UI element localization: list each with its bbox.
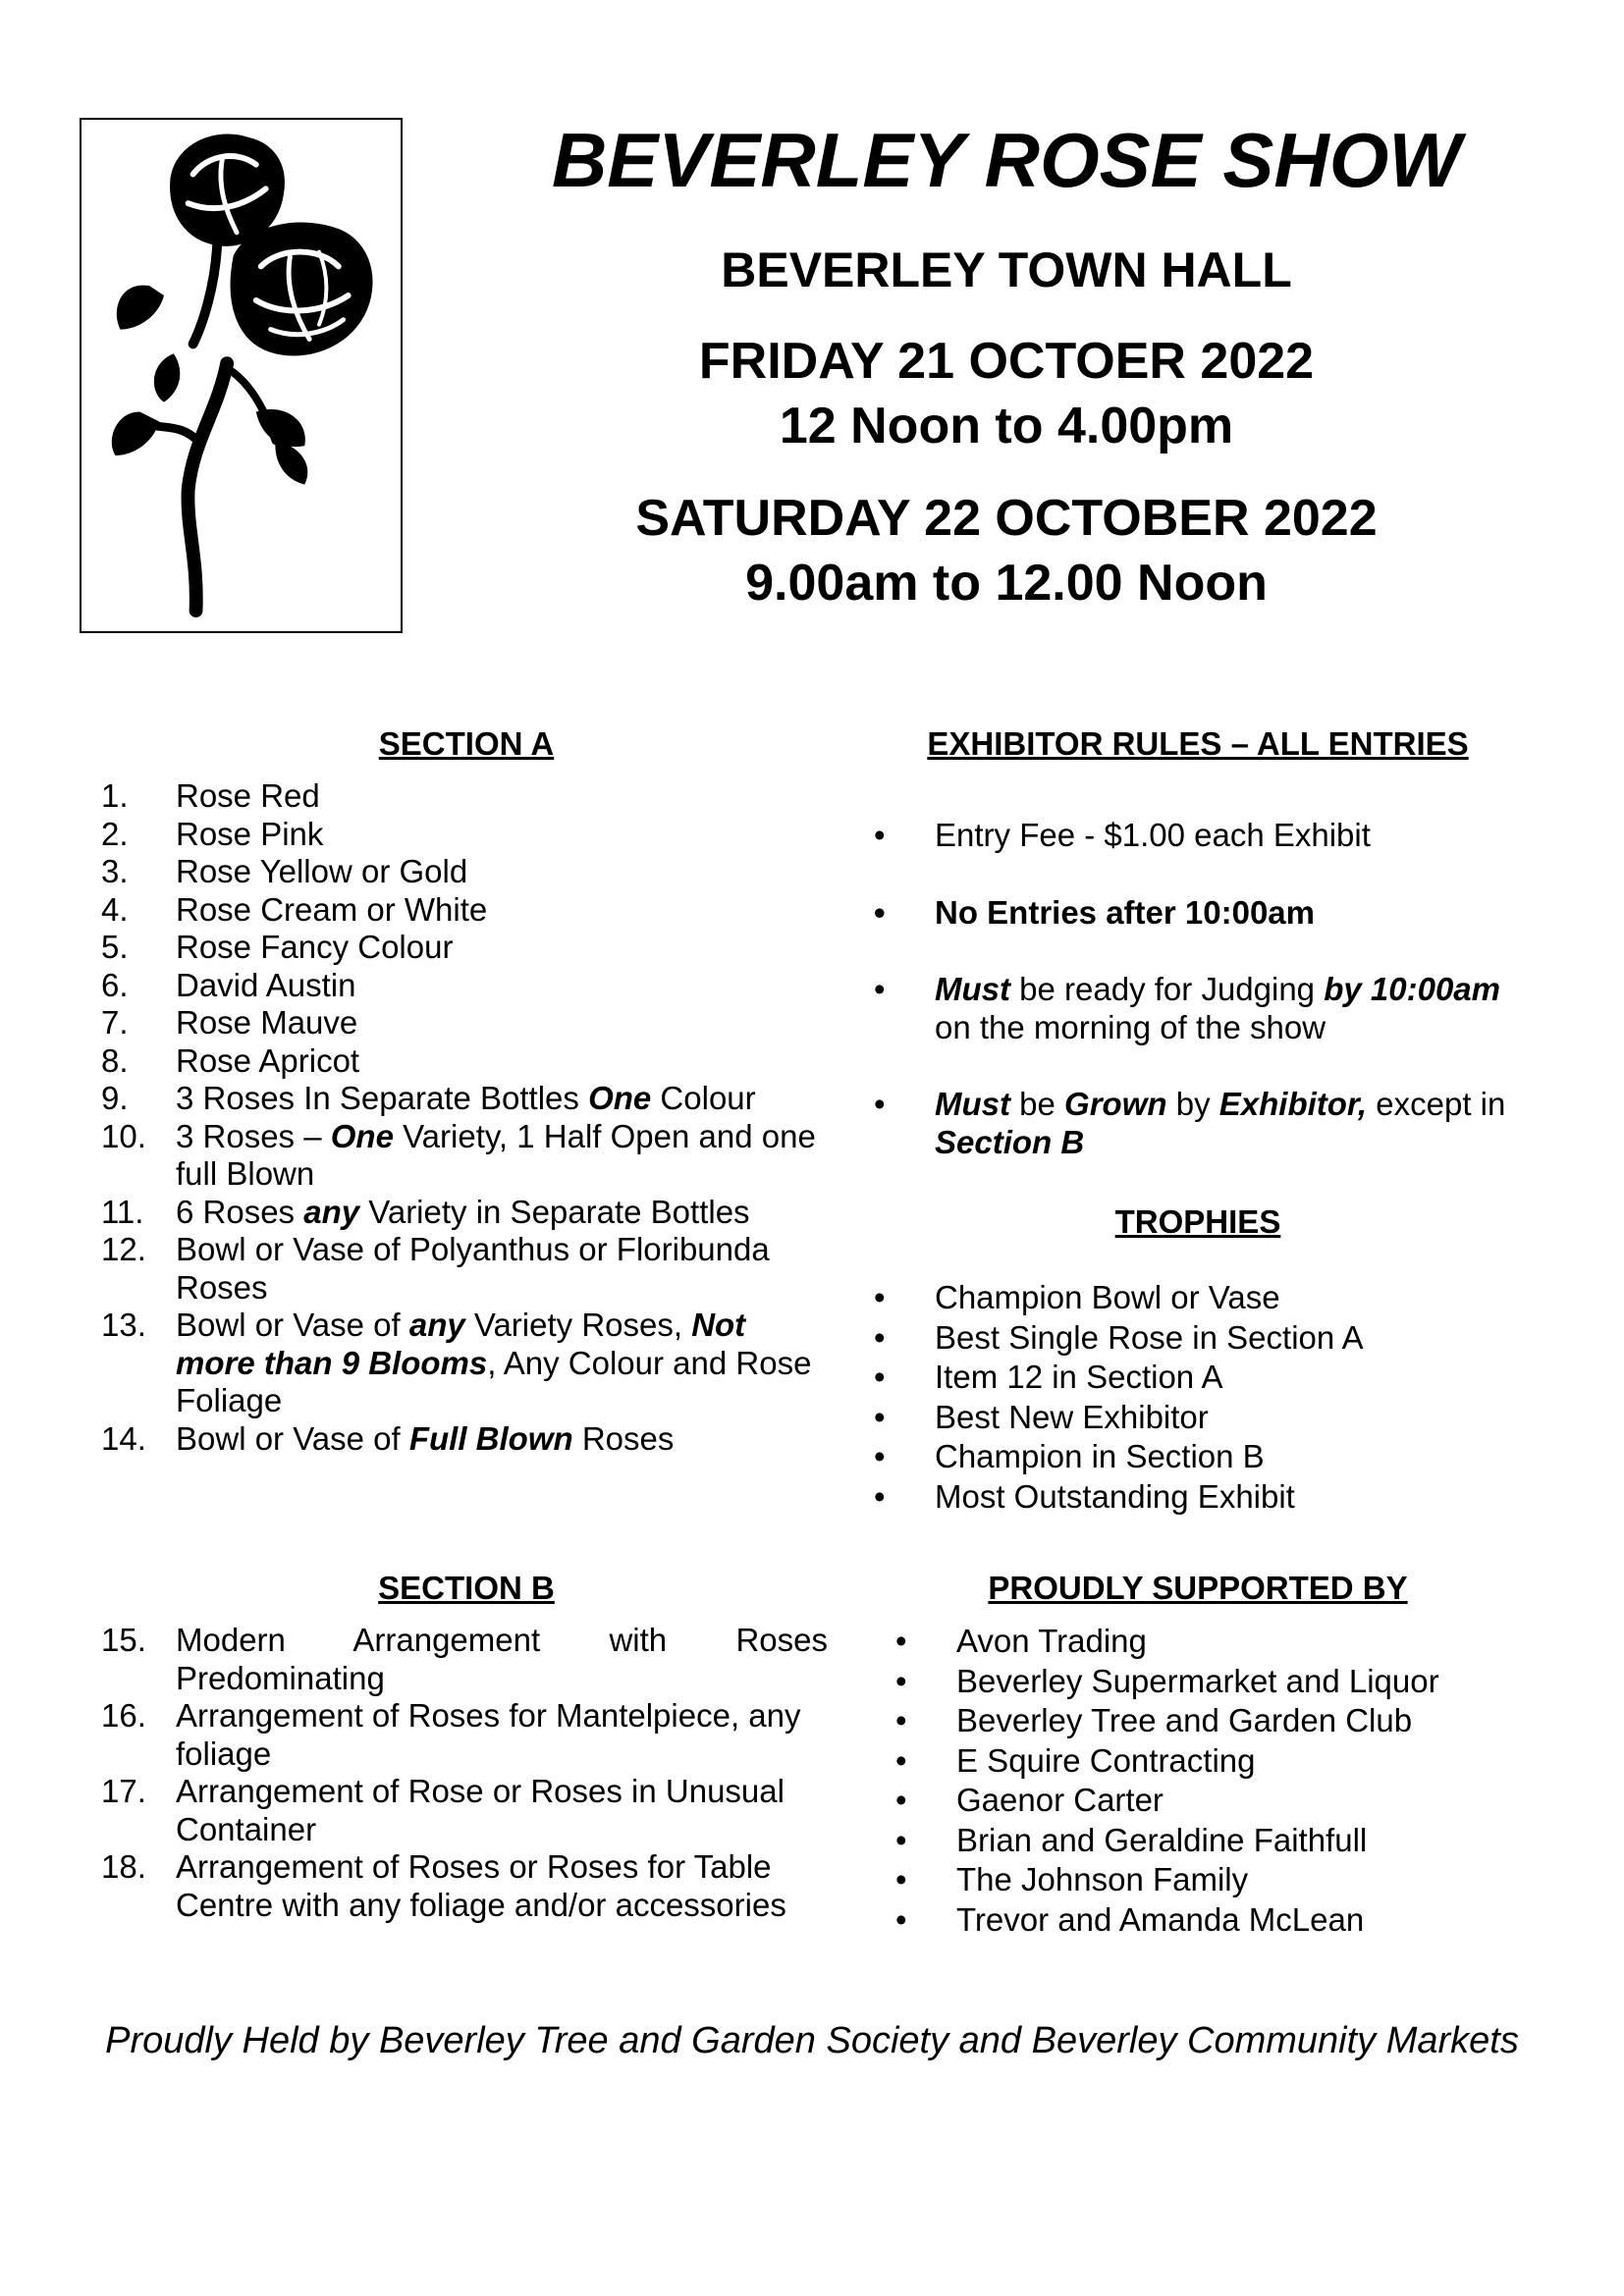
- supporter-text: Avon Trading: [956, 1623, 1147, 1659]
- rule-emphasis: Must: [935, 971, 1010, 1007]
- item-text: Rose Cream or White: [176, 890, 488, 928]
- rule-text: Entry Fee - $1.00 each Exhibit: [935, 817, 1371, 853]
- item-text: 3 Roses –: [176, 1117, 331, 1154]
- item-number: 14.: [101, 1419, 146, 1457]
- item-number: 16.: [101, 1697, 146, 1734]
- item-number: 5.: [101, 929, 129, 965]
- list-item: [874, 1477, 1542, 1518]
- day1-date: FRIDAY 21 OCTOER 2022: [698, 333, 1315, 390]
- rose-icon: [81, 120, 401, 631]
- supporters-heading: PROUDLY SUPPORTED BY: [988, 1570, 1408, 1606]
- item-number: 15.: [101, 1622, 146, 1658]
- rule-emphasis: by 10:00am: [1324, 971, 1500, 1007]
- item-text: David Austin: [176, 966, 356, 1003]
- day2-date: SATURDAY 22 OCTOBER 2022: [635, 490, 1378, 547]
- item-text: Rose Fancy Colour: [176, 929, 454, 965]
- item-text: Bowl or Vase of: [176, 1307, 409, 1343]
- trophy-text: Best Single Rose in Section A: [935, 1318, 1364, 1356]
- item-text: Bowl or Vase of: [176, 1419, 409, 1457]
- list-item: [101, 1420, 828, 1459]
- supporters-list: [895, 1622, 1543, 1940]
- bullet-icon: •: [895, 1702, 907, 1738]
- item-number: 8.: [101, 1041, 129, 1079]
- list-item: [874, 1398, 1542, 1438]
- item-emphasis: any: [408, 1307, 465, 1343]
- rule-text: be ready for Judging: [1010, 971, 1325, 1007]
- supporter-text: The Johnson Family: [956, 1861, 1249, 1897]
- list-item: [101, 777, 828, 816]
- item-text: Roses: [572, 1419, 675, 1457]
- list-item: [895, 1741, 1543, 1782]
- supporter-text: Beverley Tree and Garden Club: [956, 1702, 1413, 1738]
- list-item: [895, 1821, 1543, 1861]
- list-item: [874, 1358, 1542, 1398]
- list-item: [101, 1194, 828, 1232]
- supporter-text: Trevor and Amanda McLean: [956, 1900, 1365, 1938]
- bullet-icon: •: [895, 1782, 907, 1818]
- section-b-list: [101, 1622, 828, 1924]
- section-a-list: [101, 777, 828, 1458]
- trophies-list: [874, 1278, 1542, 1517]
- page-title: BEVERLEY ROSE SHOW: [551, 117, 1462, 203]
- section-b-heading: SECTION B: [378, 1570, 555, 1606]
- list-item: [101, 929, 828, 967]
- list-item: [874, 1437, 1542, 1477]
- list-item: [101, 1042, 828, 1081]
- list-item: [895, 1622, 1543, 1662]
- list-item: [101, 891, 828, 930]
- bullet-icon: •: [874, 1318, 886, 1356]
- item-text: Colour: [651, 1080, 756, 1116]
- item-number: 2.: [101, 815, 129, 852]
- bullet-icon: •: [895, 1861, 907, 1897]
- rule-text: No Entries after 10:00am: [935, 893, 1315, 931]
- item-emphasis: Full Blown: [408, 1419, 573, 1457]
- item-text: 3 Roses In Separate Bottles: [176, 1080, 589, 1116]
- list-item: [101, 1697, 828, 1773]
- item-number: 3.: [101, 853, 129, 889]
- bullet-icon: •: [874, 1438, 886, 1474]
- item-emphasis: One: [330, 1117, 394, 1154]
- item-text: Variety Roses,: [464, 1307, 692, 1343]
- list-item: [101, 1004, 828, 1042]
- day1-time: 12 Noon to 4.00pm: [779, 398, 1234, 454]
- rule-judging: [874, 971, 1542, 1046]
- item-emphasis: Not more than 9 Blooms: [176, 1307, 746, 1381]
- list-item: [895, 1900, 1543, 1941]
- rule-emphasis: Section B: [935, 1123, 1085, 1160]
- supporter-text: Gaenor Carter: [956, 1782, 1164, 1818]
- trophy-text: Item 12 in Section A: [935, 1359, 1223, 1395]
- supporter-text: E Squire Contracting: [956, 1741, 1256, 1779]
- item-text: Arrangement of Rose or Roses in Unusual Container: [176, 1773, 785, 1847]
- item-number: 12.: [101, 1231, 146, 1267]
- rule-grown: [874, 1086, 1542, 1161]
- item-text: Rose Yellow or Gold: [176, 853, 468, 889]
- bullet-icon: •: [874, 1477, 886, 1515]
- day2-time: 9.00am to 12.00 Noon: [745, 555, 1268, 612]
- item-number: 11.: [101, 1193, 144, 1230]
- list-item: [101, 1080, 828, 1118]
- bullet-icon: •: [874, 971, 886, 1007]
- rule-no-entries: [874, 894, 1542, 933]
- item-emphasis: One: [588, 1080, 652, 1116]
- rule-emphasis: Must: [935, 1086, 1010, 1122]
- item-text: Rose Pink: [176, 815, 324, 852]
- list-item: [101, 816, 828, 854]
- item-number: 6.: [101, 966, 129, 1003]
- footer-note: Proudly Held by Beverley Tree and Garden Society and Beverley Community Markets: [105, 2020, 1519, 2061]
- list-item: [101, 1118, 828, 1194]
- list-item: [101, 853, 828, 891]
- trophy-text: Most Outstanding Exhibit: [935, 1477, 1295, 1515]
- item-number: 1.: [101, 777, 129, 814]
- list-item: [895, 1662, 1543, 1702]
- item-text: Rose Apricot: [176, 1041, 360, 1079]
- item-number: 7.: [101, 1004, 129, 1041]
- rule-text: on the morning of the show: [935, 1008, 1326, 1045]
- item-text: Variety in Separate Bottles: [359, 1193, 750, 1230]
- bullet-icon: •: [874, 1359, 886, 1395]
- list-item: [101, 1622, 828, 1697]
- item-text: Variety, 1 Half Open and one full Blown: [176, 1117, 816, 1192]
- bullet-icon: •: [874, 1398, 886, 1435]
- item-text: , Any Colour and Rose Foliage: [176, 1344, 812, 1418]
- list-item: [101, 1848, 828, 1924]
- rule-emphasis: Grown: [1064, 1086, 1167, 1122]
- item-number: 4.: [101, 890, 129, 928]
- bullet-icon: •: [895, 1900, 907, 1938]
- rule-text: by: [1166, 1086, 1219, 1122]
- bullet-icon: •: [874, 893, 886, 931]
- bullet-icon: •: [874, 1086, 886, 1122]
- list-item: [101, 1773, 828, 1848]
- rule-text: except in: [1367, 1086, 1506, 1122]
- bullet-icon: •: [874, 1279, 886, 1315]
- item-number: 18.: [101, 1848, 146, 1885]
- list-item: [874, 1318, 1542, 1359]
- item-text: Rose Mauve: [176, 1004, 358, 1041]
- rules-heading: EXHIBITOR RULES – ALL ENTRIES: [927, 725, 1469, 762]
- rules-list: [874, 817, 1542, 1161]
- supporter-text: Beverley Supermarket and Liquor: [956, 1662, 1439, 1699]
- item-text: Bowl or Vase of Polyanthus or Floribunda Roses: [176, 1231, 770, 1306]
- trophy-text: Best New Exhibitor: [935, 1398, 1209, 1435]
- list-item: [101, 1307, 828, 1420]
- rule-text: be: [1010, 1086, 1065, 1122]
- item-text: Arrangement of Roses or Roses for Table Centre with any foliage and/or accessories: [176, 1848, 786, 1923]
- trophy-text: Champion in Section B: [935, 1438, 1265, 1474]
- item-text: Rose Red: [176, 777, 320, 814]
- venue: BEVERLEY TOWN HALL: [721, 242, 1292, 297]
- list-item: [895, 1781, 1543, 1821]
- item-text: Modern Arrangement with Roses Predominating: [176, 1622, 828, 1696]
- item-number: 9.: [101, 1080, 129, 1116]
- rule-entry-fee: [874, 817, 1542, 855]
- item-text: 6 Roses: [176, 1193, 304, 1230]
- item-number: 17.: [101, 1773, 146, 1809]
- list-item: [895, 1701, 1543, 1741]
- item-number: 13.: [101, 1307, 146, 1343]
- section-a-heading: SECTION A: [378, 725, 555, 762]
- item-emphasis: any: [303, 1193, 360, 1230]
- item-text: Arrangement of Roses for Mantelpiece, any foliage: [176, 1697, 801, 1772]
- bullet-icon: •: [874, 817, 886, 853]
- list-item: [101, 1231, 828, 1307]
- list-item: [874, 1278, 1542, 1318]
- supporter-text: Brian and Geraldine Faithfull: [956, 1821, 1368, 1858]
- list-item: [101, 967, 828, 1005]
- bullet-icon: •: [895, 1821, 907, 1858]
- bullet-icon: •: [895, 1662, 907, 1699]
- bullet-icon: •: [895, 1623, 907, 1659]
- list-item: [895, 1860, 1543, 1900]
- rose-logo: [80, 118, 403, 633]
- bullet-icon: •: [895, 1741, 907, 1779]
- item-number: 10.: [101, 1117, 146, 1154]
- rule-emphasis: Exhibitor,: [1218, 1086, 1368, 1122]
- trophies-heading: TROPHIES: [1114, 1203, 1281, 1240]
- trophy-text: Champion Bowl or Vase: [935, 1279, 1280, 1315]
